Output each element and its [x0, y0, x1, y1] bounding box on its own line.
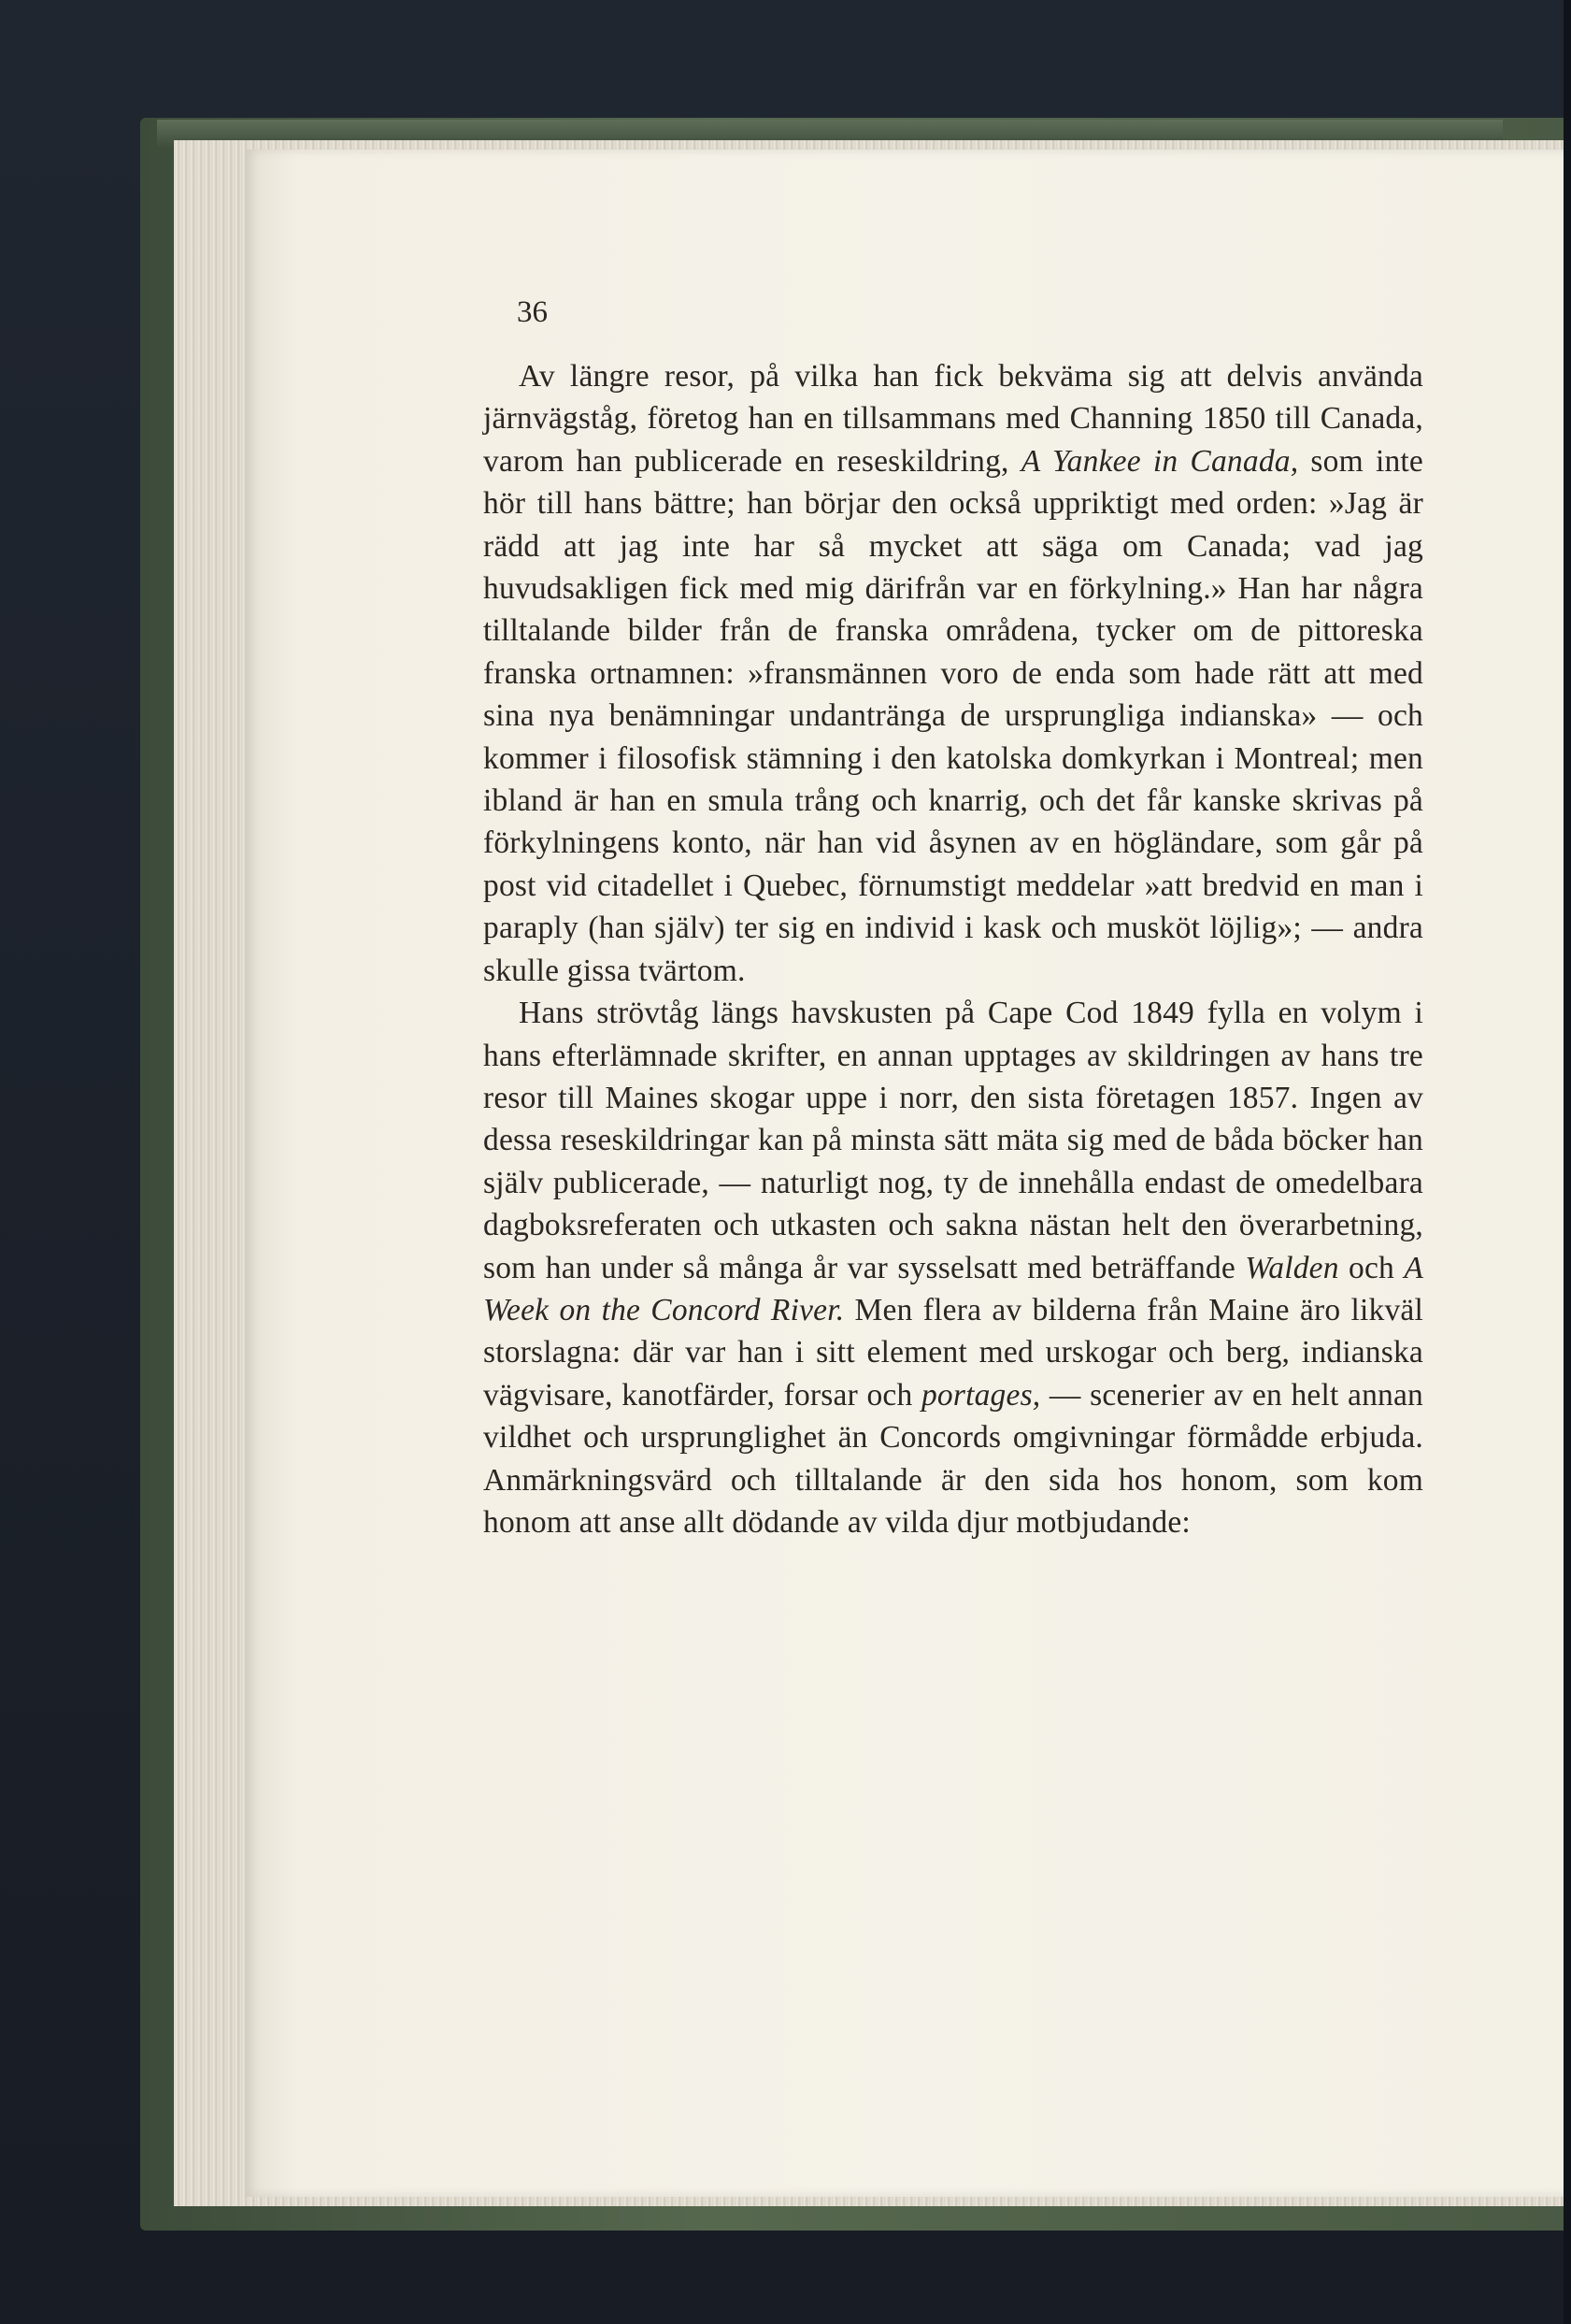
italic-term: portages, — [921, 1377, 1041, 1413]
body-text — [483, 355, 1423, 1543]
text-segment: Av längre resor, på vilka han fick bekväma sig att delvis använda järnvägståg, företog han en tillsammans med Channing 1850 till Canada, varom han publicerade en reseskildring, — [483, 359, 1423, 479]
text-segment: och — [1338, 1250, 1405, 1285]
text-segment: Men flera av bilderna från Maine äro likväl storslagna: där var han i sitt element med urskogar och berg, indianska vägvisare, kanotfärder, forsar och — [483, 1292, 1423, 1413]
paragraph-2 — [483, 992, 1423, 1543]
scan-edge — [1564, 0, 1571, 2324]
book-title: A Yankee in Canada, — [1021, 443, 1299, 479]
text-segment: som inte hör till hans bättre; han börjar den också uppriktigt med orden: »Jag är rädd att jag inte har så mycket att säga om Canada; vad jag huvudsakligen fick med mig därifrån var en förkylning.» Han har några tilltalande bilder från de franska områdena, tycker om de pittoreska franska ortnamnen: »fransmännen voro de enda som hade rätt att med sina nya benämningar undantränga de ursprungliga indianska» — och kommer i filosofisk stämning i den katolska domkyrkan i Montreal; men ibland är han en smula trång och knarrig, och det får kanske skrivas på förkylningens konto, när han vid åsynen av en högländare, som går på post vid citadellet i Quebec, förnumstigt meddelar »att bredvid en man i paraply (han själv) ter sig en individ i kask och musköt löjlig»; — andra skulle gissa tvärtom. — [483, 443, 1423, 988]
text-segment: — scenerier av en helt annan vildhet och ursprunglighet än Concords omgivningar förmådde erbjuda. Anmärkningsvärd och tilltalande är den sida hos honom, som kom honom att anse allt dödande av vilda djur motbjudande: — [483, 1377, 1423, 1540]
book-title: Walden — [1245, 1250, 1339, 1285]
text-segment: Hans strövtåg längs havskusten på Cape Cod 1849 fylla en volym i hans efterlämnade skrifter, en annan upptages av skildringen av hans tre resor till Maines skogar uppe i norr, den sista företagen 1857. Ingen av dessa reseskildringar kan på minsta sätt mäta sig med de båda böcker han själv publicerade, — naturligt nog, ty de innehålla endast de omedelbara dagboksreferaten och utkasten och sakna nästan helt den överarbetning, som han under så många år var sysselsatt med beträffande — [483, 996, 1423, 1285]
page-number: 36 — [517, 295, 548, 329]
paragraph-1 — [483, 355, 1423, 992]
book-title: A Week on the Concord River. — [483, 1250, 1423, 1327]
